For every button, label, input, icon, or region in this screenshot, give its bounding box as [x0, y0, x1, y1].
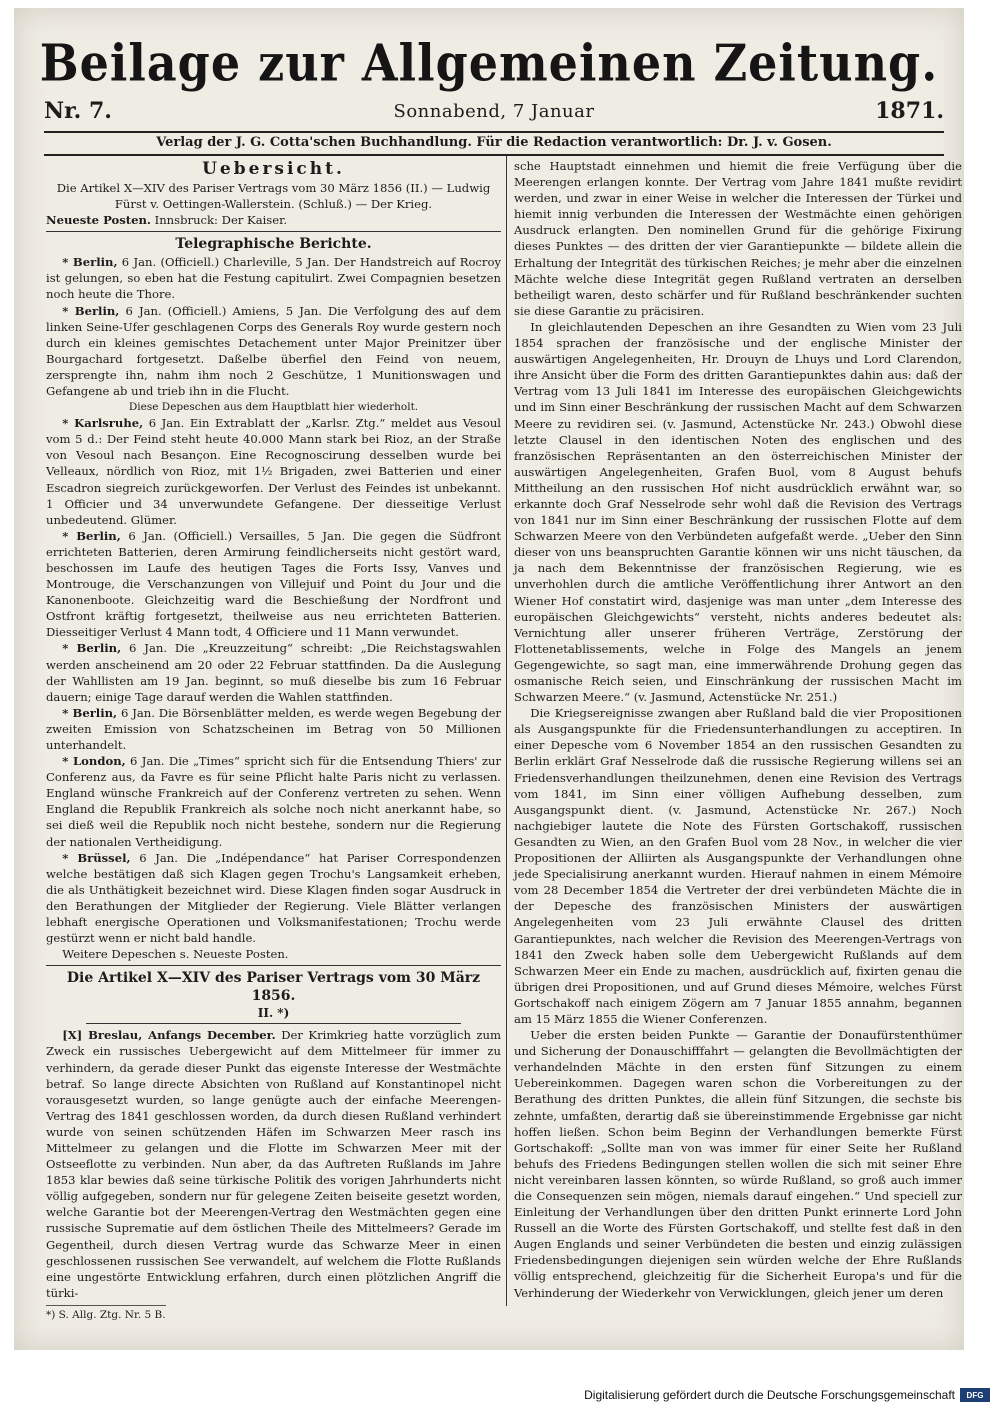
telegram-text: 6 Jan. Ein Extrablatt der „Karlsr. Ztg.“ meldet aus Vesoul vom 5 d.: Der Feind steht heute 40.000 Mann stark bei Rioz, an der Straße von Vesoul nach Besançon. Eine Recognoscirung desselben wurde bei Velleaux, nördlich von Rioz, mit 1½ Brigaden, zwei Batterien und einer Escadron siegreich zurückgeworfen. Der Verlust des Feindes ist unbekannt. 1 Officier und 34 unverwundete Gefangene. Der diesseitige Verlust unbedeutend. Glümer. — [46, 416, 502, 527]
relay-note: Diese Depeschen aus dem Hauptblatt hier wiederholt. — [128, 401, 419, 414]
telegram-text: 6 Jan. Die „Times“ spricht sich für die Entsendung Thiers' zur Conferenz aus, da Favre es für seine Pflicht halte Paris nicht zu verlassen. England wünsche Frankreich auf der Conferenz vertreten zu sehen. Wenn England die Republik Frankreich als solche noch nicht anerkannt habe, so sei dieß weil die Republik noch nicht bestehe, sondern nur die Regierung der nationalen Vertheidigung. — [46, 754, 501, 849]
telegram-place: * Berlin, — [62, 303, 120, 318]
overview-heading: Uebersicht. — [202, 159, 345, 179]
latest-posts-text: Innsbruck: Der Kaiser. — [154, 213, 288, 228]
credit-text: Digitalisierung gefördert durch die Deutsche Forschungsgemeinschaft — [584, 1388, 955, 1402]
telegram-item — [46, 705, 501, 753]
telegram-text: 6 Jan. Die „Indépendance“ hat Pariser Correspondenzen welche bestätigen daß sich Klagen gegen Trochu's Langsamkeit erheben, die als Unthätigkeit bezeichnet wird. Diese Klagen finden sogar Ausdruck in den Berathungen der Mitglieder der Regierung. Viele Blätter verlangen lebhaft energische Operationen und Volksmanifestationen; Trochu werde gestürzt wenn er nicht bald handle. — [46, 850, 501, 946]
article-text: Der Krimkrieg hatte vorzüglich zum Zweck ein russisches Uebergewicht auf dem Mittelmeer für immer zu verhindern, da gerade dieser Punkt das eigenste Interesse der Westmächte betraf. So lange directe Absichten von Rußland auf Konstantinopel nicht vorausgesetzt wurden, so lange genügte auch der einfache Meerengen-Vertrag des 1841 geschlossen worden, da durch diesen Rußland verhindert wurde von seinen schützenden Häfen im Schwarzen Meer rasch ins Mittelmeer zu gelangen und die Flotte im Schwarzen Meer mit der Ostseeflotte zu verbinden. Nun aber, da das Auftreten Rußlands im Jahre 1853 klar bewies daß seine türkische Politik des vorigen Jahrhunderts nicht völlig aufgegeben, sondern nur für gelegene Zeiten beiseite gesetzt worden, welche Garantie bot der Meerengen-Vertrag den Westmächten gegen eine russische Suprematie auf dem östlichen Theile des Mittelmeers? Gerade im Gegentheil, durch diesen Vertrag wurde das Schwarze Meer in einen geschlossenen russischen See verwandelt, auf welchem die Flotte Rußlands eine ungestörte Entwicklung erfahren, durch einen plötzlichen Angriff die türki- — [46, 1028, 501, 1300]
publisher-line: Verlag der J. G. Cotta'schen Buchhandlung. Für die Redaction verantwortlich: Dr. J. v. Gosen. — [156, 135, 832, 150]
section-rule — [46, 231, 501, 232]
issue-year: 1871. — [875, 98, 944, 124]
left-column — [46, 158, 502, 1321]
column-divider — [506, 156, 507, 1306]
article-paragraph: Die Kriegsereignisse zwangen aber Rußland bald die vier Propositionen als Ausgangspunkte für die Friedensunterhandlungen zu acceptiren. In einer Depesche vom 6 November 1854 an den russischen Gesandten zu Berlin erklärt Graf Nesselrode daß die russische Regierung willens sei an Friedensverhandlungen theilzunehmen, denen eine Revision des Vertrags vom 1841, im Sinn einer völligen Aufhebung desselben, zum Ausgangspunkt dient. (v. Jasmund, Actenstücke Nr. 267.) Noch nachgiebiger lautete die Note des Fürsten Gortschakoff, russischen Gesandten zu Wien, an den Grafen Buol vom 28 Nov., in welcher die vier Propositionen der Alliirten als Ausgangspunkte der Verhandlungen ohne jede Specialisirung anerkannt wurden. Hierauf nahmen in einem Mémoire vom 28 December 1854 die Vertreter der drei verbündeten Mächte die in der Depesche des französischen Ministers der auswärtigen Angelegenheiten vom 23 Juli erwähnte Clausel des dritten Garantiepunktes, nach welcher die Revision des Meerengen-Vertrags von 1841 den Zweck haben solle dem Uebergewicht Rußlands auf dem Schwarzen Meer ein Ende zu machen, ausdrücklich auf, fixirten genau die übrigen drei Propositionen, und auf Grund dieses Mémoire, welches Fürst Gortschakoff nach einigem Zögern am 7 Januar 1855 annahm, begannen am 15 März 1855 die Wiener Conferenzen. — [514, 706, 962, 1026]
article-lead: [X] Breslau, Anfangs December. — [62, 1028, 276, 1043]
telegram-place: * Berlin, — [62, 528, 121, 543]
telegram-item — [46, 415, 501, 528]
telegram-item — [46, 303, 501, 400]
telegram-item — [46, 753, 501, 850]
telegram-text: 6 Jan. Die „Kreuzzeitung“ schreibt: „Die Reichstagswahlen werden anscheinend am 20 oder 22 Februar stattfinden. Da die Auslegung der Wahllisten am 19 Jan. beginnt, so muß dieselbe bis zum 16 Februar dauern; einige Tage darauf werden die Wahlen stattfinden. — [46, 641, 501, 704]
latest-posts — [46, 212, 501, 228]
telegram-text: 6 Jan. Die Börsenblätter melden, es werde wegen Begebung der zweiten Emission von Schatzscheinen im Betrag von 50 Millionen unterhandelt. — [46, 705, 501, 752]
article-paragraph: Ueber die ersten beiden Punkte — Garantie der Donaufürstenthümer und Sicherung der Donauschifffahrt — gelangten die Bevollmächtigten der verhandelnden Mächte in den ersten fünf Sitzungen zu einem Uebereinkommen. Dagegen waren schon die Vorbereitungen zu der Berathung des dritten Punktes, die allein fünf Sitzungen, die sechste bis zehnte, umfaßten, derartig daß sie übereinstimmende Ergebnisse gar nicht hoffen ließen. Schon beim Beginn der Verhandlungen bemerkte Fürst Gortschakoff: „Sollte man von was immer für einer Seite her Rußland behufs des Friedens Bedingungen stellen wollen die sich mit seiner Ehre nicht vereinbaren lassen könnten, so würde Rußland, so groß auch immer die Consequenzen sein mögen, niemals darauf eingehen.“ Und speciell zur Einleitung der Verhandlungen über den dritten Punkt erinnerte Lord John Russell an die Worte des Fürsten Gortschakoff, und stellte fest daß in den Augen Englands und seiner Verbündeten die besten und einzig zulässigen Friedensbedingungen diejenigen sein würden welche der Ehre Rußlands völlig entsprechend, gleichzeitig für die Sicherheit Europa's und für die Verhinderung der Wiederkehr von Verwicklungen, gleich jener um deren — [514, 1028, 962, 1300]
overview-text: Die Artikel X—XIV des Pariser Vertrags vom 30 März 1856 (II.) — Ludwig Fürst v. Oettingen-Wallerstein. (Schluß.) — Der Krieg. — [56, 181, 491, 212]
issue-header — [44, 98, 944, 132]
telegram-place: * London, — [62, 754, 126, 769]
telegram-place: * Karlsruhe, — [62, 416, 144, 431]
newspaper-page — [14, 8, 964, 1350]
dfg-logo: DFG — [960, 1388, 990, 1402]
section-rule — [46, 965, 501, 966]
telegram-place: * Berlin, — [62, 255, 118, 270]
telegram-text: 6 Jan. (Officiell.) Amiens, 5 Jan. Die Verfolgung des auf dem linken Seine-Ufer geschlagenen Corps des Generals Roy wurde gestern noch durch ein kleines gemischtes Detachement unter Major Preinitzer über Bourgachard fortgesetzt. Daßelbe überfiel den Feind von neuem, zersprengte ihn, nahm ihm noch 2 Geschütze, 1 Munitionswagen und Gefangene ab und trieb ihn in die Flucht. — [46, 303, 501, 399]
issue-number: Nr. 7. — [44, 98, 112, 124]
telegram-item — [46, 254, 501, 302]
telegram-place: * Brüssel, — [62, 850, 131, 865]
publisher-rule — [44, 154, 944, 156]
more-dispatches-note: Weitere Depeschen s. Neueste Posten. — [62, 947, 289, 962]
article-rule — [86, 1023, 461, 1024]
telegram-text: 6 Jan. (Officiell.) Versailles, 5 Jan. Die gegen die Südfront errichteten Batterien, deren Armirung feindlicherseits nicht gestört ward, beschossen im Laufe des heutigen Tages die Forts Issy, Vanves und Montrouge, die Verschanzungen von Villejuif und Point du Jour und die Kanonenboote. Gleichzeitig ward die Beschießung der Nordfront und Ostfront kräftig fortgesetzt, theilweise aus neu errichteten Batterien. Diesseitiger Verlust 4 Mann todt, 4 Officiere und 11 Mann verwundet. — [46, 528, 501, 640]
telegram-item — [46, 528, 501, 641]
article-paragraph: sche Hauptstadt einnehmen und hiemit die freie Verfügung über die Meerengen erlangen konnte. Der Vertrag vom Jahre 1841 mußte revidirt werden, und zwar in einer Weise in welcher die Interessen der Türkei und hiemit innig verbunden die Interessen der Westmächte einen gehörigen Ausdruck erlangten. Den nominellen Grund für die gehörige Fixirung dieses Punktes — des dritten der vier Garantiepunkte — bildete allein die Erhaltung der Integrität des türkischen Reiches; je mehr aber die einzelnen Mächte welche diese Integrität gegen Rußland vertraten an derselben betheiligt waren, desto schärfer und für Rußland beschränkender suchten sie diese Garantie zu präcisiren. — [514, 159, 962, 318]
telegram-item — [46, 850, 501, 947]
digitization-credit — [584, 1388, 990, 1402]
article-title: Die Artikel X—XIV des Pariser Vertrags vom 30 März 1856. — [66, 970, 481, 1005]
masthead: Beilage zur Allgemeinen Zeitung. — [39, 33, 939, 93]
telegram-place: * Berlin, — [62, 641, 122, 656]
latest-posts-label: Neueste Posten. — [46, 213, 151, 228]
right-column — [514, 158, 962, 1308]
telegram-item — [46, 640, 501, 704]
article-paragraph — [46, 1027, 501, 1301]
telegram-text: 6 Jan. (Officiell.) Charleville, 5 Jan. Der Handstreich auf Rocroy ist gelungen, so eben hat die Festung capitulirt. Zwei Compagnien besetzen noch heute die Thore. — [46, 255, 501, 302]
telegram-place: * Berlin, — [62, 705, 118, 720]
footnote: *) S. Allg. Ztg. Nr. 5 B. — [46, 1305, 166, 1323]
telegrams-heading: Telegraphische Berichte. — [175, 236, 372, 253]
article-part: II. *) — [257, 1006, 290, 1021]
header-rule — [44, 131, 944, 133]
issue-date: Sonnabend, 7 Januar — [393, 101, 595, 122]
article-paragraph: In gleichlautenden Depeschen an ihre Gesandten zu Wien vom 23 Juli 1854 sprachen der französische und der englische Minister der auswärtigen Angelegenheiten, Hr. Drouyn de Lhuys und Lord Clarendon, ihre Ansicht über die Form des dritten Garantiepunktes dahin aus: daß der Vertrag vom 13 Juli 1841 im Interesse des europäischen Gleichgewichts und im Sinn einer Beschränkung der russischen Macht auf dem Schwarzen Meere zu revidiren sei. (v. Jasmund, Actenstücke Nr. 243.) Obwohl diese letzte Clausel in den identischen Noten des englischen und des französischen Repräsentanten an den österreichischen Minister der auswärtigen Angelegenheiten, Grafen Buol, vom 8 August behufs Mittheilung an den russischen Hof nicht ausdrücklich erwähnt war, so erkannte doch Graf Nesselrode sehr wohl daß die Revision des Vertrags von 1841 nur im Sinn einer Beschränkung der russischen Flotte auf dem Schwarzen Meere von den Verbündeten aufgefaßt werde. „Ueber den Sinn dieser von uns beanspruchten Garantie können wir uns nicht täuschen, da ja nach dem Bekenntnisse der französischen Regierung, wie es unverhohlen durch die amtliche Veröffentlichung ihrer Antwort an den Wiener Hof constatirt wird, dasjenige was man unter „dem Interesse des europäischen Gleichgewichts“ versteht, nichts anderes bedeutet als: Vernichtung aller unserer früheren Verträge, Zerstörung der Flottenetablissements, welche in Folge des Mangels an jenem Gegengewichte, so sagt man, eine immerwährende Drohung gegen das osmanische Reich seien, und Einschränkung der russischen Macht im Schwarzen Meere.“ (v. Jasmund, Actenstücke Nr. 251.) — [514, 319, 962, 705]
